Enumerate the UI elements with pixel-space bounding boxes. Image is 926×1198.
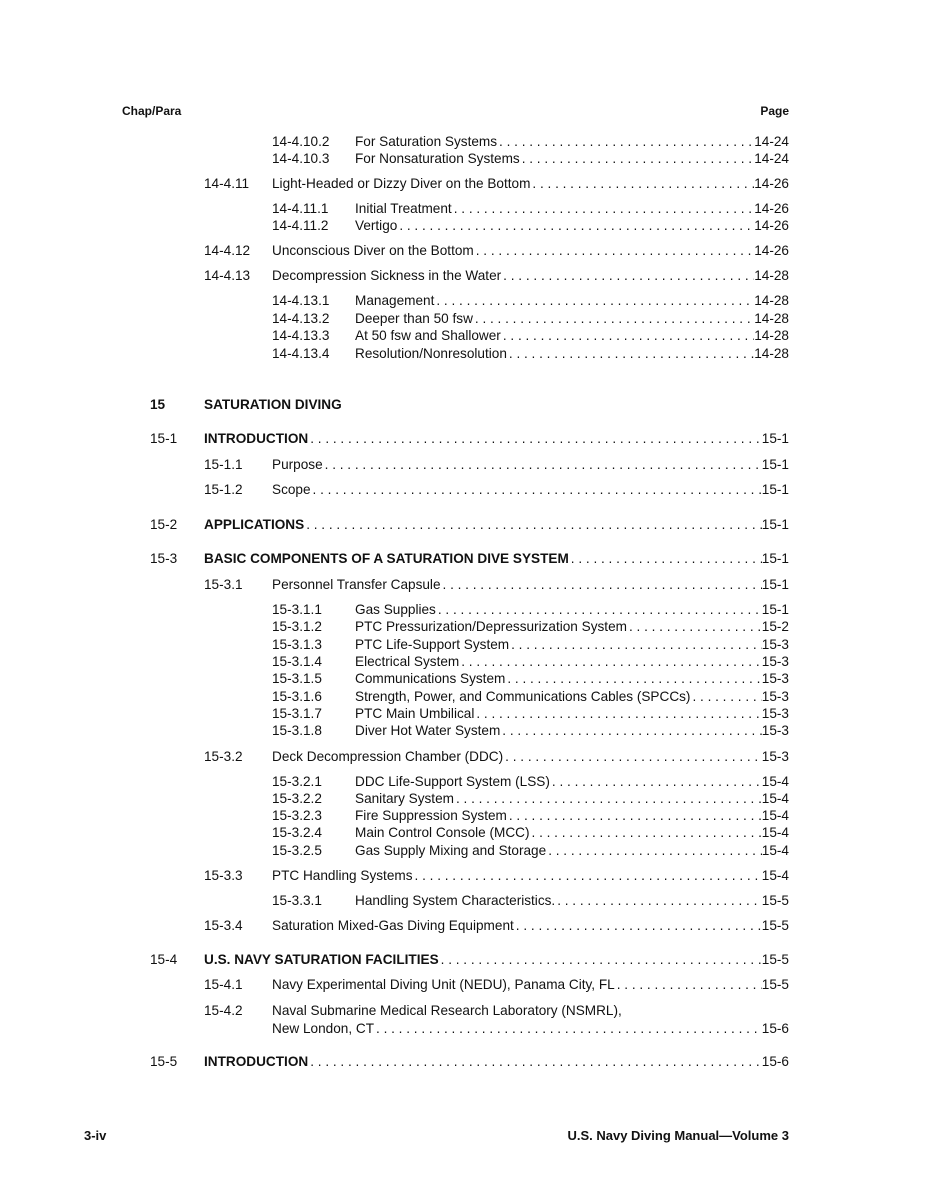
dot-leader <box>501 327 754 345</box>
toc-entry-page: 14-28 <box>754 268 789 283</box>
toc-entry-page: 15-4 <box>761 774 789 789</box>
toc-entry-number: 15-1 <box>150 431 178 446</box>
toc-entry-title: U.S. NAVY SATURATION FACILITIES <box>204 952 439 967</box>
dot-leader <box>546 842 762 860</box>
toc-entry[interactable] <box>0 842 926 860</box>
dot-leader <box>550 773 762 791</box>
toc-entry-page: 15-1 <box>761 457 789 472</box>
toc-entry-number: 15-3.4 <box>204 918 243 933</box>
dot-leader <box>497 133 754 151</box>
toc-entry-title: For Saturation Systems <box>355 134 498 149</box>
toc-entry-number: 14-4.13 <box>204 268 251 283</box>
dot-leader <box>397 217 754 235</box>
toc-entry-title: Gas Supply Mixing and Storage <box>355 843 547 858</box>
toc-entry-number: 15-3.2 <box>204 749 243 764</box>
toc-entry-number: 15-3.1.3 <box>272 637 322 652</box>
toc-entry-title: At 50 fsw and Shallower <box>355 328 501 343</box>
dot-leader <box>501 267 754 285</box>
toc-entry-number: 15-3.3 <box>204 868 243 883</box>
dot-leader <box>569 550 762 568</box>
toc-entry[interactable] <box>0 1053 926 1071</box>
toc-entry-title: Fire Suppression System <box>355 808 507 823</box>
dot-leader <box>434 292 754 310</box>
toc-entry-number: 14-4.13.1 <box>272 293 330 308</box>
toc-entry-title: Vertigo <box>355 218 398 233</box>
toc-entry-title: Sanitary System <box>355 791 454 806</box>
toc-entry[interactable] <box>0 345 926 363</box>
toc-entry-page: 15-6 <box>761 1054 789 1069</box>
toc-entry[interactable] <box>0 807 926 825</box>
toc-entry-number: 15-4.1 <box>204 977 243 992</box>
toc-entry-page: 14-26 <box>754 201 789 216</box>
toc-entry[interactable] <box>0 516 926 534</box>
toc-entry-page: 14-26 <box>754 243 789 258</box>
toc-entry-number: 15-3.1.2 <box>272 619 322 634</box>
toc-entry-number: 15-3.3.1 <box>272 893 322 908</box>
dot-leader <box>520 150 755 168</box>
toc-entry[interactable] <box>0 310 926 328</box>
toc-entry-number: 15-3.1.7 <box>272 706 322 721</box>
toc-entry[interactable] <box>0 670 926 688</box>
toc-entry[interactable] <box>0 327 926 345</box>
toc-entry-title: Personnel Transfer Capsule <box>272 577 441 592</box>
toc-entry-number: 15-4 <box>150 952 178 967</box>
toc-entry-number: 15-3 <box>150 551 178 566</box>
toc-entry-page: 14-26 <box>754 218 789 233</box>
toc-entry-title: Light-Headed or Dizzy Diver on the Bottom <box>272 176 531 191</box>
toc-entry-number: 15-1.2 <box>204 482 243 497</box>
toc-entry[interactable] <box>0 396 926 414</box>
toc-entry-number: 15-3.1.4 <box>272 654 322 669</box>
dot-leader <box>530 824 762 842</box>
dot-leader <box>503 748 762 766</box>
toc-entry-page: 15-5 <box>761 918 789 933</box>
toc-entry[interactable] <box>0 242 926 260</box>
toc-entry-title: Scope <box>272 482 311 497</box>
toc-entry-page: 14-28 <box>754 293 789 308</box>
toc-entry-title: PTC Pressurization/Depressurization System <box>355 619 627 634</box>
toc-entry-title: Unconscious Diver on the Bottom <box>272 243 474 258</box>
dot-leader <box>473 310 754 328</box>
toc-entry-page: 15-4 <box>761 791 789 806</box>
toc-entry-title: PTC Handling Systems <box>272 868 413 883</box>
toc-entry-number: 14-4.12 <box>204 243 251 258</box>
toc-entry-title: Saturation Mixed-Gas Diving Equipment <box>272 918 514 933</box>
toc-entry[interactable] <box>0 175 926 193</box>
toc-entry-title: Deeper than 50 fsw <box>355 311 473 326</box>
dot-leader <box>308 1053 762 1071</box>
toc-entry-title: Communications System <box>355 671 506 686</box>
toc-entry-title: Deck Decompression Chamber (DDC) <box>272 749 504 764</box>
toc-entry[interactable] <box>0 550 926 568</box>
toc-entry-continuation[interactable] <box>0 1020 926 1038</box>
column-header-chap-para: Chap/Para <box>122 104 182 118</box>
toc-entry[interactable] <box>0 481 926 499</box>
toc-entry-page: 15-3 <box>761 689 789 704</box>
toc-entry[interactable] <box>0 748 926 766</box>
toc-entry[interactable] <box>0 150 926 168</box>
toc-entry-title: APPLICATIONS <box>204 517 305 532</box>
toc-entry-title: Gas Supplies <box>355 602 436 617</box>
dot-leader <box>436 601 762 619</box>
toc-entry-number: 15-2 <box>150 517 178 532</box>
toc-entry-page: 14-24 <box>754 151 789 166</box>
toc-entry-number: 15-3.2.4 <box>272 825 322 840</box>
dot-leader <box>413 867 762 885</box>
toc-entry[interactable] <box>0 722 926 740</box>
toc-entry-title: Naval Submarine Medical Research Laboratory (NSMRL), <box>272 1003 622 1018</box>
toc-entry-number: 15-3.1.8 <box>272 723 322 738</box>
toc-entry-page: 14-28 <box>754 346 789 361</box>
toc-entry-page: 15-3 <box>761 706 789 721</box>
toc-entry-title: Handling System Characteristics. <box>355 893 556 908</box>
dot-leader <box>323 456 762 474</box>
toc-entry-title: Purpose <box>272 457 323 472</box>
toc-entry-title: PTC Life-Support System <box>355 637 510 652</box>
toc-entry[interactable] <box>0 653 926 671</box>
dot-leader <box>374 1020 762 1038</box>
toc-entry[interactable] <box>0 790 926 808</box>
toc-entry-number: 14-4.11.2 <box>272 218 329 233</box>
dot-leader <box>507 345 754 363</box>
toc-entry-page: 15-3 <box>761 637 789 652</box>
toc-entry-number: 15-3.2.5 <box>272 843 322 858</box>
toc-entry-page: 15-6 <box>761 1021 789 1036</box>
manual-title: U.S. Navy Diving Manual—Volume 3 <box>567 1128 789 1143</box>
dot-leader <box>500 722 762 740</box>
toc-entry-number: 15-3.2.1 <box>272 774 322 789</box>
dot-leader <box>304 516 762 534</box>
toc-entry[interactable] <box>0 688 926 706</box>
dot-leader <box>514 917 762 935</box>
toc-entry-title: SATURATION DIVING <box>204 397 342 412</box>
toc-entry-number: 15-3.2.2 <box>272 791 322 806</box>
toc-entry[interactable] <box>0 867 926 885</box>
dot-leader <box>308 430 762 448</box>
toc-entry-title: Navy Experimental Diving Unit (NEDU), Panama City, FL <box>272 977 615 992</box>
toc-entry-number: 15-5 <box>150 1054 178 1069</box>
toc-entry-page: 14-28 <box>754 328 789 343</box>
toc-entry-page: 15-1 <box>761 482 789 497</box>
toc-entry-title: Management <box>355 293 435 308</box>
toc-entry-page: 15-1 <box>761 431 789 446</box>
toc-entry[interactable] <box>0 773 926 791</box>
toc-entry[interactable] <box>0 456 926 474</box>
toc-entry-number: 14-4.13.4 <box>272 346 330 361</box>
toc-entry-page: 15-3 <box>761 749 789 764</box>
toc-entry-number: 14-4.11 <box>204 176 250 191</box>
toc-entry[interactable] <box>0 917 926 935</box>
toc-entry[interactable] <box>0 430 926 448</box>
dot-leader <box>459 653 762 671</box>
toc-entry-number: 15-1.1 <box>204 457 243 472</box>
dot-leader <box>452 200 755 218</box>
column-header-page: Page <box>760 104 789 118</box>
toc-entry[interactable] <box>0 267 926 285</box>
toc-entry[interactable] <box>0 200 926 218</box>
toc-entry-number: 14-4.10.3 <box>272 151 330 166</box>
toc-entry[interactable] <box>0 576 926 594</box>
toc-entry-page: 15-1 <box>761 602 789 617</box>
toc-entry-title: Main Control Console (MCC) <box>355 825 530 840</box>
toc-entry-page: 14-28 <box>754 311 789 326</box>
dot-leader <box>441 576 762 594</box>
toc-entry[interactable] <box>0 1002 926 1020</box>
dot-leader <box>690 688 761 706</box>
toc-entry-page: 15-1 <box>761 577 789 592</box>
toc-entry-number: 15-4.2 <box>204 1003 243 1018</box>
toc-entry-page: 14-24 <box>754 134 789 149</box>
dot-leader <box>505 670 761 688</box>
toc-entry-page: 15-5 <box>761 977 789 992</box>
toc-entry-title: Strength, Power, and Communications Cables (SPCCs) <box>355 689 691 704</box>
dot-leader <box>627 618 762 636</box>
toc-entry-page: 15-5 <box>761 952 789 967</box>
toc-entry-title: Decompression Sickness in the Water <box>272 268 502 283</box>
toc-entry-title: Electrical System <box>355 654 460 669</box>
toc-entry-page: 15-3 <box>761 723 789 738</box>
toc-entry-page: 15-4 <box>761 808 789 823</box>
dot-leader <box>311 481 762 499</box>
toc-entry[interactable] <box>0 217 926 235</box>
toc-entry-page: 15-3 <box>761 654 789 669</box>
toc-entry-title: INTRODUCTION <box>204 1054 309 1069</box>
toc-entry[interactable] <box>0 636 926 654</box>
toc-entry-title: INTRODUCTION <box>204 431 309 446</box>
toc-entry[interactable] <box>0 601 926 619</box>
toc-entry-page: 15-1 <box>761 551 789 566</box>
dot-leader <box>474 242 754 260</box>
toc-entry-title: For Nonsaturation Systems <box>355 151 520 166</box>
toc-entry-number: 15-3.1.1 <box>272 602 322 617</box>
toc-entry-title: PTC Main Umbilical <box>355 706 475 721</box>
toc-entry-page: 15-3 <box>761 671 789 686</box>
dot-leader <box>509 636 762 654</box>
toc-entry-number: 15 <box>150 397 166 412</box>
toc-entry-title: BASIC COMPONENTS OF A SATURATION DIVE SYSTEM <box>204 551 569 566</box>
dot-leader <box>507 807 762 825</box>
toc-entry-title: DDC Life-Support System (LSS) <box>355 774 550 789</box>
toc-entry-page: 14-26 <box>754 176 789 191</box>
toc-entry[interactable] <box>0 705 926 723</box>
toc-entry[interactable] <box>0 618 926 636</box>
toc-entry-title-continuation: New London, CT <box>272 1021 375 1036</box>
toc-entry-number: 15-3.1.5 <box>272 671 322 686</box>
toc-entry-page: 15-2 <box>761 619 789 634</box>
toc-entry-number: 15-3.1 <box>204 577 243 592</box>
toc-entry-page: 15-4 <box>761 843 789 858</box>
toc-entry-page: 15-4 <box>761 868 789 883</box>
toc-entry-number: 14-4.13.2 <box>272 311 330 326</box>
page-number: 3-iv <box>84 1128 107 1143</box>
toc-entry-page: 15-5 <box>761 893 789 908</box>
dot-leader <box>454 790 762 808</box>
toc-entry[interactable] <box>0 133 926 151</box>
toc-entry-number: 15-3.1.6 <box>272 689 322 704</box>
toc-entry[interactable] <box>0 892 926 910</box>
toc-entry-title: Initial Treatment <box>355 201 452 216</box>
dot-leader <box>530 175 754 193</box>
toc-entry[interactable] <box>0 951 926 969</box>
toc-entry[interactable] <box>0 292 926 310</box>
toc-entry-title: Diver Hot Water System <box>355 723 501 738</box>
dot-leader <box>474 705 761 723</box>
toc-entry-number: 14-4.13.3 <box>272 328 330 343</box>
toc-entry-page: 15-1 <box>761 517 789 532</box>
toc-entry-number: 14-4.11.1 <box>272 201 329 216</box>
toc-entry-title: Resolution/Nonresolution <box>355 346 507 361</box>
dot-leader <box>439 951 762 969</box>
dot-leader <box>615 976 762 994</box>
toc-entry[interactable] <box>0 824 926 842</box>
dot-leader <box>555 892 762 910</box>
toc-entry[interactable] <box>0 976 926 994</box>
toc-entry-page: 15-4 <box>761 825 789 840</box>
toc-entry-number: 14-4.10.2 <box>272 134 330 149</box>
toc-entry-number: 15-3.2.3 <box>272 808 322 823</box>
